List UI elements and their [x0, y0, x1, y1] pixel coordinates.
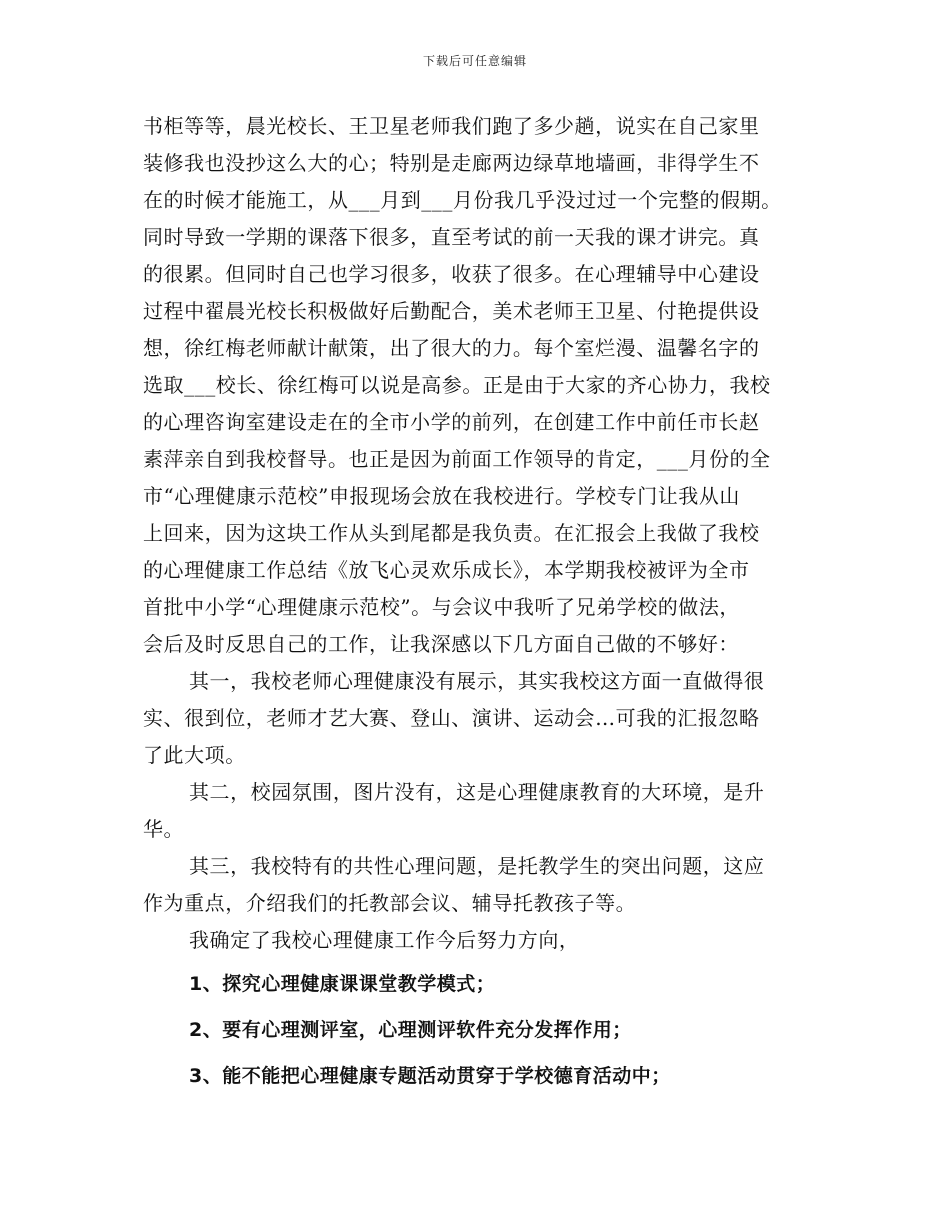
text-line: 我确定了我校心理健康工作今后努力方向，	[189, 928, 580, 952]
text-line: 同时导致一学期的课落下很多，直至考试的前一天我的课才讲完。真	[143, 225, 760, 249]
text-line: 选取___校长、徐红梅可以说是高参。正是由于大家的齐心协力，我校	[143, 373, 771, 397]
direction-item: 2、要有心理测评室，心理测评软件充分发挥作用；	[189, 1019, 632, 1041]
text-line: 书柜等等，晨光校长、王卫星老师我们跑了多少趟，说实在自己家里	[143, 114, 760, 138]
text-line: 实、很到位，老师才艺大赛、登山、演讲、运动会…可我的汇报忽略	[143, 706, 760, 730]
text-line: 想，徐红梅老师献计献策，出了很大的力。每个室烂漫、温馨名字的	[143, 336, 760, 360]
text-line: 其二，校园氛围，图片没有，这是心理健康教育的大环境，是升	[189, 780, 765, 804]
text-line: 其一，我校老师心理健康没有展示，其实我校这方面一直做得很	[189, 669, 765, 693]
direction-item: 1、探究心理健康课课堂教学模式；	[189, 973, 496, 995]
text-line: 的心理健康工作总结《放飞心灵欢乐成长》，本学期我校被评为全市	[143, 558, 750, 582]
text-line: 的很累。但同时自己也学习很多，收获了很多。在心理辅导中心建设	[143, 262, 760, 286]
page-header: 下载后可任意编辑	[422, 54, 527, 68]
direction-item: 3、能不能把心理健康专题活动贯穿于学校德育活动中；	[189, 1065, 671, 1087]
document-body	[143, 108, 833, 1099]
text-line: 华。	[143, 817, 185, 841]
text-line: 其三，我校特有的共性心理问题，是托教学生的突出问题，这应	[189, 854, 765, 878]
paragraph-2	[143, 663, 833, 774]
text-line: 素萍亲自到我校督导。也正是因为前面工作领导的肯定，___月份的全	[143, 447, 771, 471]
text-line: 在的时候才能施工，从___月到___月份我几乎没过过一个完整的假期。	[143, 188, 782, 212]
text-line: 的心理咨询室建设走在的全市小学的前列，在创建工作中前任市长赵	[143, 410, 760, 434]
text-line: 了此大项。	[143, 743, 246, 767]
text-line: 市“心理健康示范校”申报现场会放在我校进行。学校专门让我从山	[143, 484, 740, 508]
text-line: 作为重点，介绍我们的托教部会议、辅导托教孩子等。	[143, 891, 637, 915]
directions-list	[143, 961, 833, 1099]
paragraph-1	[143, 108, 833, 663]
text-line: 会后及时反思自己的工作，让我深感以下几方面自己做的不够好：	[143, 632, 739, 656]
text-line: 装修我也没抄这么大的心；特别是走廊两边绿草地墙画，非得学生不	[143, 151, 760, 175]
paragraph-3	[143, 774, 833, 848]
text-line: 上回来，因为这块工作从头到尾都是我负责。在汇报会上我做了我校	[143, 521, 760, 545]
text-line: 首批中小学“心理健康示范校”。与会议中我听了兄弟学校的做法，	[143, 595, 740, 619]
text-line: 过程中翟晨光校长积极做好后勤配合，美术老师王卫星、付艳提供设	[143, 299, 760, 323]
paragraph-5	[143, 922, 833, 959]
paragraph-4	[143, 848, 833, 922]
